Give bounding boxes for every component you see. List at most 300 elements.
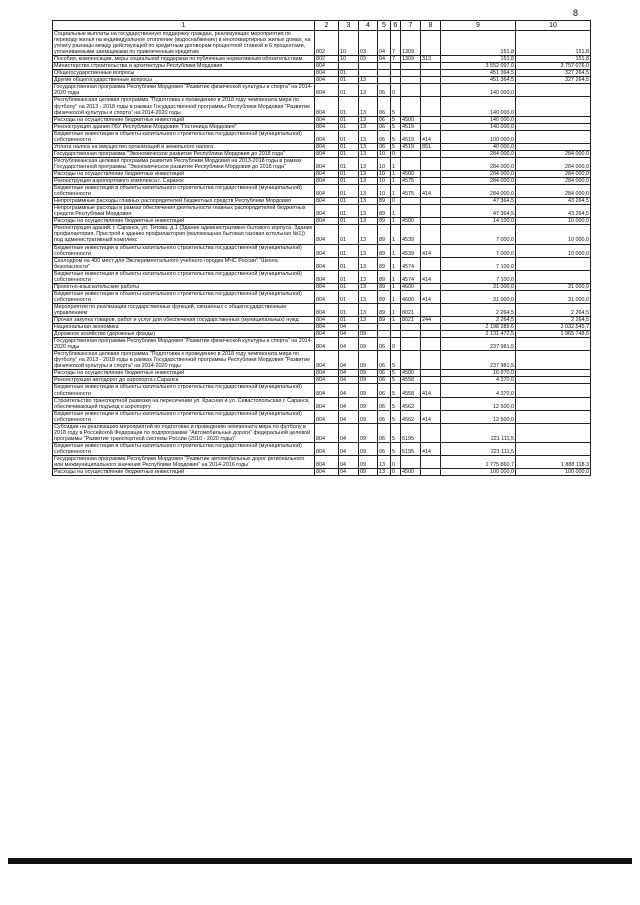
- code-ministry: 804: [315, 244, 339, 257]
- code-subprogram: 5: [391, 423, 401, 442]
- code-section: 01: [339, 225, 359, 244]
- table-row: [53, 178, 591, 185]
- code-section: 04: [339, 442, 359, 455]
- code-ministry: 804: [315, 442, 339, 455]
- code-ministry: 804: [315, 456, 339, 469]
- table-row: [53, 384, 591, 397]
- code-ministry: 804: [315, 469, 339, 476]
- code-subsection: 13: [359, 84, 378, 97]
- code-subsection: 13: [359, 178, 378, 185]
- code-expense-type: 414: [421, 290, 441, 303]
- code-subsection: 09: [359, 442, 378, 455]
- code-program: [378, 77, 391, 84]
- code-program: 04: [378, 31, 391, 56]
- header-cell: 6: [391, 21, 401, 31]
- row-name: Бюджетные инвестиции в объекты капитального строительства государственной (муниципальной) собственности: [53, 270, 315, 283]
- code-ministry: 804: [315, 205, 339, 218]
- code-expense-type: 414: [421, 410, 441, 423]
- code-ministry: 804: [315, 283, 339, 290]
- code-ministry: 804: [315, 324, 339, 331]
- code-program: 06: [378, 423, 391, 442]
- code-program: [378, 331, 391, 338]
- code-subprogram: 1: [391, 244, 401, 257]
- row-name: Расходы на осуществление бюджетных инвестиций: [53, 469, 315, 476]
- code-section: 01: [339, 70, 359, 77]
- table-row: [53, 116, 591, 123]
- code-section: 04: [339, 456, 359, 469]
- code-program: 89: [378, 198, 391, 205]
- row-name: Проектно-изыскательские работы: [53, 283, 315, 290]
- code-expense-type: [421, 31, 441, 56]
- amount-year-2: [516, 442, 591, 455]
- code-subprogram: 0: [391, 198, 401, 205]
- amount-year-2: 43 264,5: [516, 205, 591, 218]
- code-expense-type: [421, 198, 441, 205]
- code-target: 4562: [401, 397, 421, 410]
- code-section: 04: [339, 410, 359, 423]
- code-section: 01: [339, 205, 359, 218]
- row-name: Социальные выплаты на государственную поддержку граждан, реализующих мероприятия по переводу жилья на индивидуальное отопление (водоснабжение) в многоквартирных жилых домах, на уплату разницы между действующей по кредитным договорам процентной ставкой и 6 процентами, уплачиваемыми заемщиками по привлеченным кредитам: [53, 31, 315, 56]
- code-expense-type: [421, 157, 441, 170]
- code-subprogram: 1: [391, 290, 401, 303]
- row-name: Расходы на осуществление бюджетных инвестиций: [53, 218, 315, 225]
- code-subsection: 13: [359, 97, 378, 116]
- amount-year-2: 10 000,0: [516, 218, 591, 225]
- code-ministry: 804: [315, 130, 339, 143]
- row-name: Расходы на осуществление бюджетных инвестиций: [53, 170, 315, 177]
- row-name: Бюджетные инвестиции в объекты капитального строительства государственной (муниципальной) собственности: [53, 244, 315, 257]
- code-section: [339, 63, 359, 70]
- row-name: Строительство транспортной развязки на пересечении ул. Красная и ул. Севастопольская г. Саранск, обеспечивающей подъезд к аэропорту: [53, 397, 315, 410]
- code-subprogram: 0: [391, 150, 401, 157]
- code-subprogram: 5: [391, 370, 401, 377]
- table-row: [53, 77, 591, 84]
- table-row: [53, 410, 591, 423]
- code-program: 06: [378, 84, 391, 97]
- code-subprogram: [391, 70, 401, 77]
- code-subsection: 13: [359, 290, 378, 303]
- code-program: 89: [378, 244, 391, 257]
- header-cell: 5: [378, 21, 391, 31]
- code-subsection: 09: [359, 370, 378, 377]
- header-cell: 4: [359, 21, 378, 31]
- amount-year-2: [516, 338, 591, 351]
- code-program: 13: [378, 456, 391, 469]
- code-program: 06: [378, 384, 391, 397]
- code-target: 5195: [401, 442, 421, 455]
- table-row: [53, 198, 591, 205]
- code-expense-type: 414: [421, 185, 441, 198]
- row-name: Бюджетные инвестиции в объекты капитального строительства государственной (муниципальной) собственности: [53, 384, 315, 397]
- amount-year-1: 284 000,0: [441, 170, 516, 177]
- amount-year-1: 237 981,5: [441, 338, 516, 351]
- code-target: 4558: [401, 377, 421, 384]
- code-subsection: 09: [359, 456, 378, 469]
- row-name: Расходы на осуществление бюджетных инвестиций: [53, 116, 315, 123]
- row-name: Республиканская целевая программа "Подготовка к проведению в 2018 году чемпионата мира по футболу" на 2013 - 2018 годы в рамках Государственной программы Республики Мордовия "Развитие физической культуры и спорта" на 2014-2020 годы: [53, 97, 315, 116]
- code-subprogram: 5: [391, 97, 401, 116]
- code-section: 04: [339, 351, 359, 370]
- code-expense-type: [421, 70, 441, 77]
- amount-year-2: [516, 123, 591, 130]
- code-expense-type: [421, 397, 441, 410]
- code-ministry: 804: [315, 397, 339, 410]
- code-subsection: 13: [359, 116, 378, 123]
- amount-year-2: [516, 370, 591, 377]
- code-expense-type: 414: [421, 244, 441, 257]
- code-subsection: 13: [359, 283, 378, 290]
- code-program: 89: [378, 257, 391, 270]
- amount-year-1: 1 775 860,7: [441, 456, 516, 469]
- code-program: 06: [378, 370, 391, 377]
- amount-year-2: [516, 270, 591, 283]
- code-subprogram: 7: [391, 31, 401, 56]
- amount-year-1: 7 000,0: [441, 244, 516, 257]
- code-section: 01: [339, 84, 359, 97]
- code-section: 04: [339, 397, 359, 410]
- header-cell: 9: [441, 21, 516, 31]
- amount-year-2: [516, 130, 591, 143]
- amount-year-2: 100 000,0: [516, 469, 591, 476]
- table-row: [53, 157, 591, 170]
- code-program: [378, 70, 391, 77]
- amount-year-1: 140 000,0: [441, 97, 516, 116]
- row-name: Бюджетные инвестиции в объекты капитального строительства государственной (муниципальной) собственности: [53, 290, 315, 303]
- budget-table: [52, 20, 591, 476]
- table-row: [53, 205, 591, 218]
- code-target: 4519: [401, 130, 421, 143]
- code-subsection: 13: [359, 150, 378, 157]
- code-subsection: 13: [359, 77, 378, 84]
- code-expense-type: [421, 377, 441, 384]
- code-program: 06: [378, 116, 391, 123]
- table-row: [53, 257, 591, 270]
- amount-year-2: 31 000,0: [516, 283, 591, 290]
- code-ministry: 804: [315, 157, 339, 170]
- amount-year-2: 151,8: [516, 56, 591, 63]
- code-ministry: 804: [315, 331, 339, 338]
- code-expense-type: [421, 324, 441, 331]
- code-program: 89: [378, 317, 391, 324]
- code-program: 10: [378, 157, 391, 170]
- code-expense-type: [421, 150, 441, 157]
- code-subsection: 13: [359, 225, 378, 244]
- amount-year-2: 2 264,5: [516, 317, 591, 324]
- code-subprogram: 1: [391, 205, 401, 218]
- table-row: [53, 331, 591, 338]
- table-row: [53, 244, 591, 257]
- code-subsection: 13: [359, 185, 378, 198]
- table-row: [53, 397, 591, 410]
- code-section: 01: [339, 198, 359, 205]
- code-ministry: 804: [315, 70, 339, 77]
- code-program: 06: [378, 410, 391, 423]
- code-program: 04: [378, 56, 391, 63]
- code-expense-type: [421, 170, 441, 177]
- code-subsection: 13: [359, 123, 378, 130]
- code-target: 4519: [401, 123, 421, 130]
- table-row: [53, 283, 591, 290]
- table-row: [53, 130, 591, 143]
- code-section: 01: [339, 150, 359, 157]
- amount-year-2: [516, 410, 591, 423]
- code-expense-type: [421, 218, 441, 225]
- table-row: [53, 370, 591, 377]
- amount-year-2: [516, 257, 591, 270]
- code-target: 4500: [401, 218, 421, 225]
- code-target: [401, 351, 421, 370]
- amount-year-2: 43 264,5: [516, 198, 591, 205]
- code-subsection: 13: [359, 130, 378, 143]
- amount-year-1: 140 000,0: [441, 116, 516, 123]
- code-subprogram: 0: [391, 338, 401, 351]
- code-subsection: 09: [359, 377, 378, 384]
- code-ministry: 804: [315, 370, 339, 377]
- code-expense-type: 313: [421, 56, 441, 63]
- code-section: 04: [339, 377, 359, 384]
- code-subprogram: 0: [391, 469, 401, 476]
- code-subprogram: 5: [391, 351, 401, 370]
- row-name: Общегосударственные вопросы: [53, 70, 315, 77]
- code-target: [401, 97, 421, 116]
- code-ministry: 804: [315, 290, 339, 303]
- row-name: Республиканская целевая программа развития Республики Мордовия на 2013-2018 годы в рамках Государственной программы "Экономическое развитие Республики Мордовия до 2018 года": [53, 157, 315, 170]
- row-name: Бюджетные инвестиции в объекты капитального строительства государственной (муниципальной) собственности: [53, 130, 315, 143]
- code-subsection: 09: [359, 410, 378, 423]
- header-cell: 3: [339, 21, 359, 31]
- code-target: 4558: [401, 384, 421, 397]
- code-target: [401, 324, 421, 331]
- code-section: 01: [339, 257, 359, 270]
- amount-year-1: 7 100,0: [441, 257, 516, 270]
- code-program: 06: [378, 351, 391, 370]
- amount-year-2: [516, 84, 591, 97]
- code-section: 01: [339, 317, 359, 324]
- code-ministry: 804: [315, 384, 339, 397]
- amount-year-2: [516, 397, 591, 410]
- code-subprogram: 5: [391, 442, 401, 455]
- table-row: [53, 84, 591, 97]
- code-target: [401, 150, 421, 157]
- amount-year-2: 2 264,5: [516, 303, 591, 316]
- code-ministry: 804: [315, 270, 339, 283]
- header-cell: 7: [401, 21, 421, 31]
- code-target: 8021: [401, 303, 421, 316]
- row-name: Реконструкция здания ГБУ Республики Мордовия "Гостиница Мордовия": [53, 123, 315, 130]
- amount-year-2: [516, 377, 591, 384]
- amount-year-1: 40 000,0: [441, 143, 516, 150]
- row-name: Бюджетные инвестиции в объекты капитального строительства государственной (муниципальной) собственности: [53, 442, 315, 455]
- code-ministry: 804: [315, 143, 339, 150]
- code-subprogram: 1: [391, 178, 401, 185]
- code-subprogram: 5: [391, 130, 401, 143]
- amount-year-2: [516, 143, 591, 150]
- amount-year-1: 4 370,0: [441, 377, 516, 384]
- row-name: Государственная программа Республики Мордовия "Развитие физической культуры и спорта" на 2014-2020 годы: [54, 84, 313, 97]
- code-program: [378, 63, 391, 70]
- code-expense-type: 244: [421, 317, 441, 324]
- code-section: 01: [339, 178, 359, 185]
- code-ministry: 804: [315, 198, 339, 205]
- code-subprogram: 1: [391, 218, 401, 225]
- code-subsection: 13: [359, 170, 378, 177]
- amount-year-1: 284 000,0: [441, 185, 516, 198]
- code-subsection: 13: [359, 317, 378, 324]
- code-expense-type: [421, 351, 441, 370]
- code-subprogram: [391, 331, 401, 338]
- code-subprogram: 5: [391, 397, 401, 410]
- amount-year-1: 151,8: [441, 31, 516, 56]
- code-ministry: 804: [315, 97, 339, 116]
- code-expense-type: [421, 225, 441, 244]
- code-target: [401, 456, 421, 469]
- amount-year-2: 284 000,0: [516, 178, 591, 185]
- amount-year-2: 284 000,0: [516, 170, 591, 177]
- code-program: 89: [378, 283, 391, 290]
- code-subprogram: 5: [391, 116, 401, 123]
- code-subprogram: 0: [391, 84, 401, 97]
- code-program: 10: [378, 178, 391, 185]
- amount-year-2: 327 264,5: [516, 77, 591, 84]
- code-expense-type: 414: [421, 270, 441, 283]
- row-name: Государственная программа Республики Мордовия "Развитие автомобильных дорог регионального или межмуниципального значения Республики Мордовия" на 2014-2016 годы: [53, 456, 315, 469]
- code-expense-type: 414: [421, 130, 441, 143]
- code-expense-type: [421, 97, 441, 116]
- amount-year-2: 151,8: [516, 31, 591, 56]
- table-row: [53, 63, 591, 70]
- table-row: [53, 324, 591, 331]
- code-section: 01: [339, 97, 359, 116]
- code-program: 06: [378, 143, 391, 150]
- code-ministry: 804: [315, 351, 339, 370]
- code-subsection: 09: [359, 351, 378, 370]
- code-target: [401, 198, 421, 205]
- code-subprogram: 5: [391, 377, 401, 384]
- code-subsection: 13: [359, 218, 378, 225]
- code-subprogram: 5: [391, 384, 401, 397]
- code-subsection: 09: [359, 384, 378, 397]
- code-section: 04: [339, 324, 359, 331]
- code-subsection: [359, 70, 378, 77]
- code-subsection: 13: [359, 270, 378, 283]
- row-name: Другие общегосударственные вопросы: [53, 77, 315, 84]
- header-cell: 8: [421, 21, 441, 31]
- page-number: 8: [573, 8, 579, 18]
- code-ministry: 804: [315, 170, 339, 177]
- code-program: 06: [378, 130, 391, 143]
- code-section: 10: [339, 31, 359, 56]
- code-expense-type: [421, 116, 441, 123]
- row-name: Дорожное хозяйство (дорожные фонды): [53, 331, 315, 338]
- amount-year-1: 140 000,0: [441, 123, 516, 130]
- row-name: Мероприятия по реализации государственных функций, связанных с общегосударственным управлением: [53, 303, 315, 316]
- code-program: 89: [378, 225, 391, 244]
- code-subsection: [359, 63, 378, 70]
- header-row: [53, 21, 591, 31]
- row-name: Пособия, компенсации, меры социальной поддержки по публичным нормативным обязательствам: [53, 56, 315, 63]
- table-row: [53, 456, 591, 469]
- row-name: Республиканская целевая программа "Подготовка к проведению в 2018 году чемпионата мира по футболу" на 2013 - 2018 годы в рамках Государственной программы Республики Мордовия "Развитие физической культуры и спорта" на 2014-2020 годы: [53, 351, 315, 370]
- table-row: [53, 290, 591, 303]
- code-expense-type: [421, 338, 441, 351]
- amount-year-1: 100 000,0: [441, 469, 516, 476]
- table-row: [53, 317, 591, 324]
- code-target: 4600: [401, 283, 421, 290]
- code-section: 01: [339, 130, 359, 143]
- code-subsection: 09: [359, 331, 378, 338]
- table-row: [53, 303, 591, 316]
- code-subsection: 13: [359, 244, 378, 257]
- code-section: 04: [339, 370, 359, 377]
- code-program: 06: [378, 397, 391, 410]
- code-subsection: 03: [359, 56, 378, 63]
- row-name: Министерство строительства и архитектуры Республики Мордовия: [53, 63, 315, 70]
- amount-year-1: 100 000,0: [441, 130, 516, 143]
- code-subsection: 13: [359, 143, 378, 150]
- code-ministry: 804: [315, 257, 339, 270]
- code-subsection: 09: [359, 469, 378, 476]
- header-cell: 10: [516, 21, 591, 31]
- code-target: 4500: [401, 116, 421, 123]
- code-section: 01: [339, 303, 359, 316]
- header-cell: 1: [53, 21, 315, 31]
- amount-year-1: 451 364,5: [441, 70, 516, 77]
- amount-year-1: 221 111,5: [441, 442, 516, 455]
- amount-year-1: 2 264,5: [441, 303, 516, 316]
- amount-year-1: 47 364,5: [441, 205, 516, 218]
- code-target: [401, 70, 421, 77]
- code-subprogram: 1: [391, 303, 401, 316]
- code-ministry: 804: [315, 84, 339, 97]
- code-subsection: 09: [359, 423, 378, 442]
- code-subprogram: 1: [391, 283, 401, 290]
- code-subsection: 13: [359, 198, 378, 205]
- code-subsection: 09: [359, 338, 378, 351]
- code-program: 06: [378, 97, 391, 116]
- code-program: 10: [378, 185, 391, 198]
- table-row: [53, 70, 591, 77]
- code-program: 06: [378, 442, 391, 455]
- table-row: [53, 97, 591, 116]
- amount-year-1: 4 370,0: [441, 384, 516, 397]
- amount-year-1: 31 000,0: [441, 290, 516, 303]
- code-section: 04: [339, 331, 359, 338]
- table-row: [53, 469, 591, 476]
- code-program: 89: [378, 290, 391, 303]
- code-target: 4575: [401, 185, 421, 198]
- code-target: [401, 338, 421, 351]
- code-section: 01: [339, 157, 359, 170]
- code-target: 4562: [401, 410, 421, 423]
- table-row: [53, 442, 591, 455]
- table-row: [53, 218, 591, 225]
- bottom-scan-edge: [8, 858, 632, 864]
- table-row: [53, 351, 591, 370]
- code-subprogram: 1: [391, 317, 401, 324]
- amount-year-1: 151,8: [441, 56, 516, 63]
- row-name: Расходы на осуществление бюджетных инвестиций: [53, 370, 315, 377]
- row-name: Бюджетные инвестиции в объекты капитального строительства государственной (муниципальной) собственности: [53, 185, 315, 198]
- code-section: 01: [339, 143, 359, 150]
- amount-year-2: 31 000,0: [516, 290, 591, 303]
- header-cell: 2: [315, 21, 339, 31]
- row-name: Бюджетные инвестиции в объекты капитального строительства государственной (муниципальной) собственности: [53, 410, 315, 423]
- code-ministry: 802: [315, 56, 339, 63]
- amount-year-2: 10 000,0: [516, 244, 591, 257]
- code-target: [401, 331, 421, 338]
- code-subsection: 13: [359, 303, 378, 316]
- code-target: 4500: [401, 370, 421, 377]
